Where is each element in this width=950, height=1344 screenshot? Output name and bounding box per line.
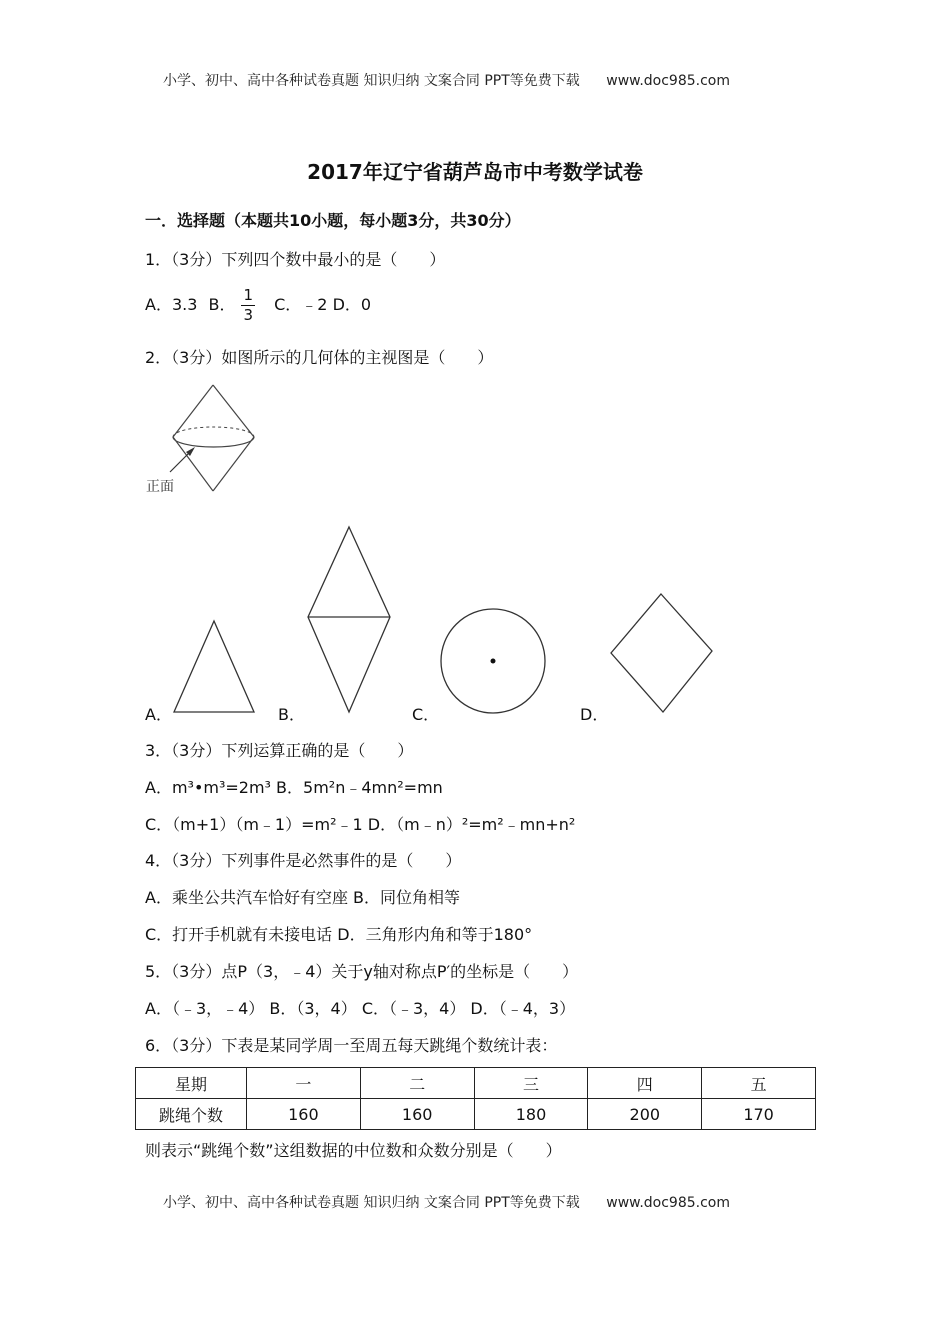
banner-text: 小学、初中、高中各种试卷真题 知识归纳 文案合同 PPT等免费下载	[163, 73, 580, 89]
q2-option-c-label: C．	[412, 705, 440, 724]
banner-url[interactable]: www.doc985.com	[606, 73, 730, 89]
fraction-numerator: 1	[243, 286, 254, 304]
option-d-rhombus	[611, 594, 712, 712]
q5-options-line-1: A．（﹣3，﹣4） B．（3，4） C．（﹣3，4） D．（﹣4，3）	[145, 999, 576, 1018]
question-6-stem: 6．（3分）下表是某同学周一至周五每天跳绳个数统计表：	[145, 1036, 558, 1055]
option-b-double-triangle	[308, 527, 390, 712]
section-heading: 一．选择题（本题共10小题，每小题3分，共30分）	[145, 211, 521, 230]
footer-banner	[163, 1192, 730, 1212]
table-cell: 180	[474, 1099, 588, 1130]
table-header-cell: 四	[588, 1068, 702, 1099]
front-label: 正面	[146, 479, 174, 495]
q1-option-a: A．3.3	[145, 295, 198, 314]
q3-options-line-1: A．m³•m³=2m³ B．5m²n﹣4mn²=mn	[145, 778, 443, 797]
page-title: 2017年辽宁省葫芦岛市中考数学试卷	[307, 160, 643, 184]
table-header-cell: 三	[474, 1068, 588, 1099]
option-a-triangle	[174, 621, 254, 712]
table-cell: 200	[588, 1099, 702, 1130]
question-2-stem: 2．（3分）如图所示的几何体的主视图是（ ）	[145, 348, 494, 367]
q1-option-cd: C．﹣2 D．0	[274, 295, 372, 314]
table-header-cell: 二	[360, 1068, 474, 1099]
question-6-followup: 则表示“跳绳个数”这组数据的中位数和众数分别是（ ）	[145, 1141, 562, 1160]
q2-option-d-label: D．	[580, 705, 609, 724]
table-cell: 160	[360, 1099, 474, 1130]
q2-option-b-label: B．	[278, 705, 305, 724]
jump-rope-table	[135, 1067, 816, 1130]
q1-option-b-label: B．	[208, 295, 236, 314]
footer-banner-text: 小学、初中、高中各种试卷真题 知识归纳 文案合同 PPT等免费下载	[163, 1195, 580, 1211]
q2-option-a-label: A．	[145, 705, 172, 724]
footer-banner-url[interactable]: www.doc985.com	[606, 1195, 730, 1211]
table-header-row	[136, 1068, 816, 1099]
table-cell: 跳绳个数	[136, 1099, 247, 1130]
fraction-denominator: 3	[243, 306, 254, 324]
q4-options-line-2: C．打开手机就有未接电话 D．三角形内角和等于180°	[145, 925, 533, 944]
table-row	[136, 1099, 816, 1130]
question-4-stem: 4．（3分）下列事件是必然事件的是（ ）	[145, 851, 462, 870]
question-3-stem: 3．（3分）下列运算正确的是（ ）	[145, 741, 414, 760]
q3-options-line-2: C．（m+1）（m﹣1）=m²﹣1 D．（m﹣n）²=m²﹣mn+n²	[145, 815, 576, 834]
table-cell: 160	[247, 1099, 361, 1130]
table-header-cell: 一	[247, 1068, 361, 1099]
question-5-stem: 5．（3分）点P（3，﹣4）关于y轴对称点P′的坐标是（ ）	[145, 962, 579, 981]
question-1-stem: 1．（3分）下列四个数中最小的是（ ）	[145, 250, 446, 269]
q4-options-line-1: A．乘坐公共汽车恰好有空座 B．同位角相等	[145, 888, 461, 907]
option-c-center-dot	[491, 659, 496, 664]
table-header-cell: 星期	[136, 1068, 247, 1099]
table-header-cell: 五	[702, 1068, 816, 1099]
table-cell: 170	[702, 1099, 816, 1130]
